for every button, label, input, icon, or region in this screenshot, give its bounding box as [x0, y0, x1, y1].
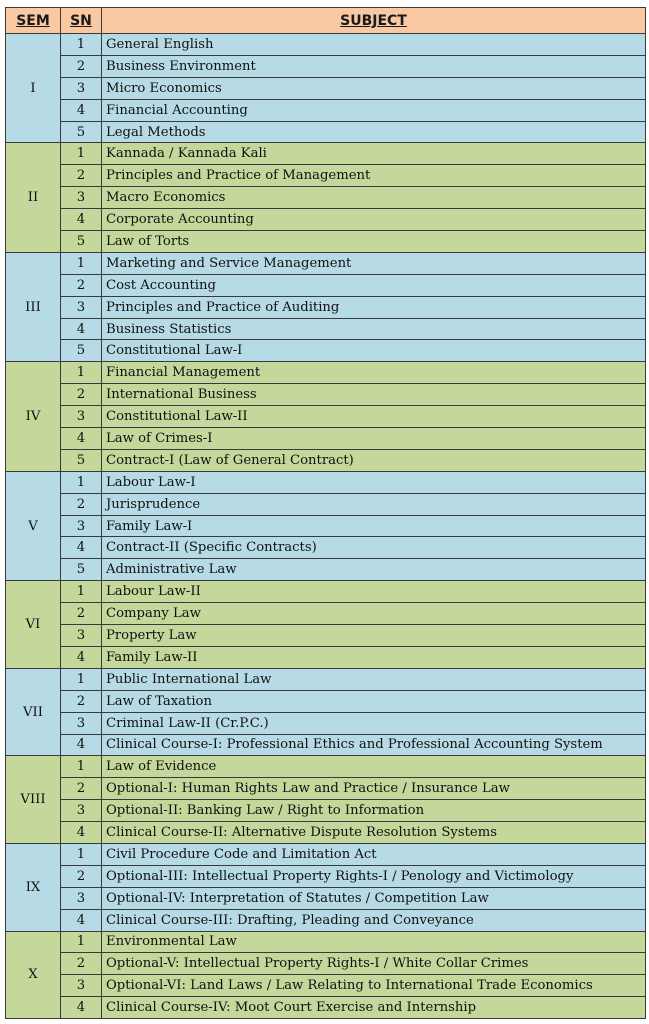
serial-number-cell: 4: [61, 99, 102, 121]
header-sem: SEM: [6, 8, 61, 34]
table-row: [6, 843, 646, 865]
serial-number-cell: 4: [61, 318, 102, 340]
subject-cell: Family Law-II: [102, 646, 646, 668]
table-row: [6, 384, 646, 406]
serial-number-cell: 4: [61, 997, 102, 1019]
header-sn: SN: [61, 8, 102, 34]
serial-number-cell: 1: [61, 34, 102, 56]
serial-number-cell: 2: [61, 953, 102, 975]
table-row: [6, 997, 646, 1019]
subject-cell: Optional-V: Intellectual Property Rights-I / White Collar Crimes: [102, 953, 646, 975]
serial-number-cell: 2: [61, 55, 102, 77]
subject-cell: Optional-III: Intellectual Property Rights-I / Penology and Victimology: [102, 865, 646, 887]
subject-cell: Clinical Course-IV: Moot Court Exercise and Internship: [102, 997, 646, 1019]
table-row: [6, 362, 646, 384]
semester-cell: II: [6, 143, 61, 252]
subject-cell: Criminal Law-II (Cr.P.C.): [102, 712, 646, 734]
subject-cell: Micro Economics: [102, 77, 646, 99]
syllabus-table-container: [5, 7, 646, 1019]
subject-cell: Legal Methods: [102, 121, 646, 143]
semester-cell: VIII: [6, 756, 61, 844]
subject-cell: Principles and Practice of Auditing: [102, 296, 646, 318]
serial-number-cell: 1: [61, 143, 102, 165]
serial-number-cell: 2: [61, 690, 102, 712]
table-row: [6, 603, 646, 625]
serial-number-cell: 3: [61, 887, 102, 909]
table-row: [6, 428, 646, 450]
table-row: [6, 953, 646, 975]
table-row: [6, 99, 646, 121]
serial-number-cell: 3: [61, 296, 102, 318]
table-row: [6, 734, 646, 756]
serial-number-cell: 2: [61, 274, 102, 296]
subject-cell: Corporate Accounting: [102, 209, 646, 231]
subject-cell: Optional-I: Human Rights Law and Practice / Insurance Law: [102, 778, 646, 800]
serial-number-cell: 5: [61, 231, 102, 253]
table-row: [6, 406, 646, 428]
table-row: [6, 34, 646, 56]
subject-cell: International Business: [102, 384, 646, 406]
serial-number-cell: 4: [61, 734, 102, 756]
table-row: [6, 822, 646, 844]
serial-number-cell: 4: [61, 646, 102, 668]
table-row: [6, 581, 646, 603]
table-row: [6, 625, 646, 647]
subject-cell: Administrative Law: [102, 559, 646, 581]
semester-cell: VII: [6, 668, 61, 756]
semester-cell: I: [6, 34, 61, 143]
subject-cell: Labour Law-I: [102, 471, 646, 493]
table-row: [6, 296, 646, 318]
table-header: [6, 8, 646, 34]
subject-cell: Financial Management: [102, 362, 646, 384]
table-row: [6, 493, 646, 515]
subject-cell: Constitutional Law-I: [102, 340, 646, 362]
table-row: [6, 143, 646, 165]
serial-number-cell: 4: [61, 909, 102, 931]
serial-number-cell: 1: [61, 581, 102, 603]
semester-cell: III: [6, 252, 61, 361]
table-row: [6, 909, 646, 931]
serial-number-cell: 2: [61, 493, 102, 515]
serial-number-cell: 3: [61, 406, 102, 428]
subject-cell: Marketing and Service Management: [102, 252, 646, 274]
table-row: [6, 690, 646, 712]
subject-cell: Optional-II: Banking Law / Right to Information: [102, 800, 646, 822]
subject-cell: Law of Evidence: [102, 756, 646, 778]
semester-cell: V: [6, 471, 61, 580]
table-row: [6, 121, 646, 143]
serial-number-cell: 2: [61, 778, 102, 800]
subject-cell: Clinical Course-III: Drafting, Pleading and Conveyance: [102, 909, 646, 931]
subject-cell: Environmental Law: [102, 931, 646, 953]
subject-cell: Principles and Practice of Management: [102, 165, 646, 187]
table-row: [6, 712, 646, 734]
serial-number-cell: 5: [61, 340, 102, 362]
table-row: [6, 187, 646, 209]
semester-cell: IV: [6, 362, 61, 471]
serial-number-cell: 1: [61, 756, 102, 778]
table-row: [6, 252, 646, 274]
subject-cell: Civil Procedure Code and Limitation Act: [102, 843, 646, 865]
subject-cell: Kannada / Kannada Kali: [102, 143, 646, 165]
subject-cell: Law of Crimes-I: [102, 428, 646, 450]
table-row: [6, 165, 646, 187]
subject-cell: Labour Law-II: [102, 581, 646, 603]
subject-cell: Property Law: [102, 625, 646, 647]
subject-cell: Business Environment: [102, 55, 646, 77]
serial-number-cell: 3: [61, 515, 102, 537]
serial-number-cell: 3: [61, 800, 102, 822]
table-body: [6, 34, 646, 1019]
table-row: [6, 975, 646, 997]
subject-cell: Optional-VI: Land Laws / Law Relating to International Trade Economics: [102, 975, 646, 997]
semester-cell: VI: [6, 581, 61, 669]
subject-cell: Law of Taxation: [102, 690, 646, 712]
serial-number-cell: 3: [61, 712, 102, 734]
serial-number-cell: 3: [61, 975, 102, 997]
table-row: [6, 340, 646, 362]
subject-cell: Public International Law: [102, 668, 646, 690]
syllabus-table: [5, 7, 646, 1019]
subject-cell: Contract-I (Law of General Contract): [102, 449, 646, 471]
table-row: [6, 471, 646, 493]
table-row: [6, 537, 646, 559]
serial-number-cell: 4: [61, 537, 102, 559]
subject-cell: General English: [102, 34, 646, 56]
semester-cell: IX: [6, 843, 61, 931]
serial-number-cell: 5: [61, 121, 102, 143]
subject-cell: Clinical Course-II: Alternative Dispute Resolution Systems: [102, 822, 646, 844]
subject-cell: Clinical Course-I: Professional Ethics and Professional Accounting System: [102, 734, 646, 756]
serial-number-cell: 1: [61, 931, 102, 953]
serial-number-cell: 5: [61, 449, 102, 471]
serial-number-cell: 3: [61, 77, 102, 99]
table-row: [6, 515, 646, 537]
serial-number-cell: 1: [61, 668, 102, 690]
subject-cell: Business Statistics: [102, 318, 646, 340]
table-row: [6, 559, 646, 581]
subject-cell: Contract-II (Specific Contracts): [102, 537, 646, 559]
serial-number-cell: 1: [61, 362, 102, 384]
subject-cell: Company Law: [102, 603, 646, 625]
header-subject: SUBJECT: [102, 8, 646, 34]
semester-cell: X: [6, 931, 61, 1019]
table-row: [6, 274, 646, 296]
table-row: [6, 865, 646, 887]
subject-cell: Law of Torts: [102, 231, 646, 253]
subject-cell: Family Law-I: [102, 515, 646, 537]
serial-number-cell: 1: [61, 843, 102, 865]
table-row: [6, 931, 646, 953]
subject-cell: Optional-IV: Interpretation of Statutes / Competition Law: [102, 887, 646, 909]
table-row: [6, 887, 646, 909]
serial-number-cell: 1: [61, 252, 102, 274]
serial-number-cell: 5: [61, 559, 102, 581]
table-row: [6, 778, 646, 800]
table-row: [6, 449, 646, 471]
table-row: [6, 55, 646, 77]
subject-cell: Cost Accounting: [102, 274, 646, 296]
table-row: [6, 209, 646, 231]
serial-number-cell: 1: [61, 471, 102, 493]
table-row: [6, 646, 646, 668]
table-row: [6, 800, 646, 822]
table-row: [6, 668, 646, 690]
header-row: [6, 8, 646, 34]
serial-number-cell: 2: [61, 865, 102, 887]
subject-cell: Financial Accounting: [102, 99, 646, 121]
serial-number-cell: 2: [61, 165, 102, 187]
serial-number-cell: 3: [61, 187, 102, 209]
serial-number-cell: 3: [61, 625, 102, 647]
serial-number-cell: 2: [61, 603, 102, 625]
subject-cell: Jurisprudence: [102, 493, 646, 515]
serial-number-cell: 4: [61, 209, 102, 231]
serial-number-cell: 4: [61, 822, 102, 844]
serial-number-cell: 4: [61, 428, 102, 450]
subject-cell: Macro Economics: [102, 187, 646, 209]
table-row: [6, 77, 646, 99]
subject-cell: Constitutional Law-II: [102, 406, 646, 428]
table-row: [6, 231, 646, 253]
table-row: [6, 318, 646, 340]
serial-number-cell: 2: [61, 384, 102, 406]
table-row: [6, 756, 646, 778]
